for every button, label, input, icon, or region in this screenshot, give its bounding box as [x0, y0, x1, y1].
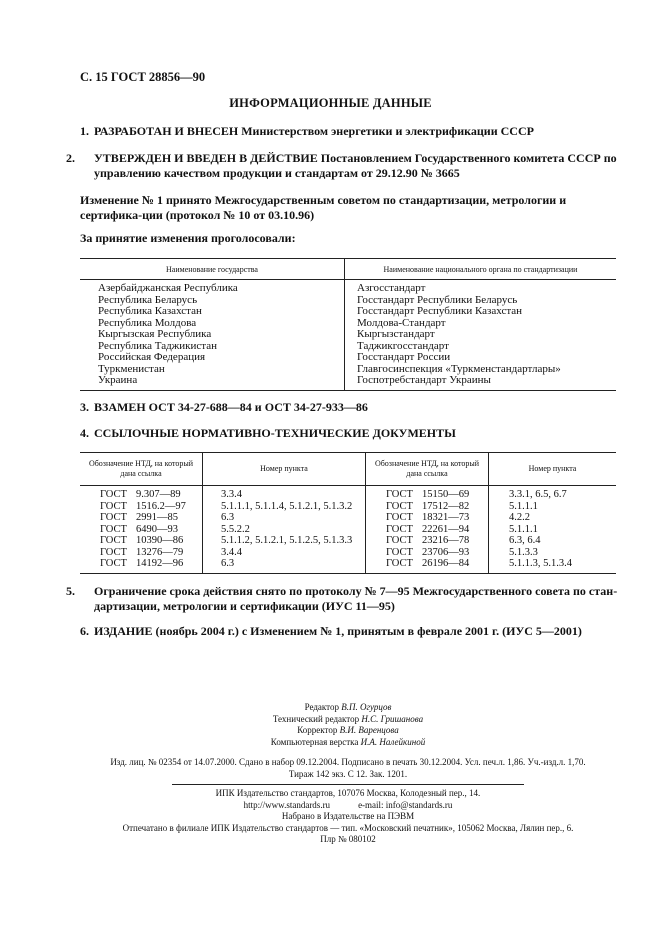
plr-line: Плр № 080102 [320, 834, 376, 844]
body-cell: Госстандарт Республики Казахстан [357, 305, 523, 317]
item-2 [66, 151, 630, 181]
clause-cell: 5.1.1.2, 5.1.2.1, 5.1.2.5, 5.1.3.3 [203, 535, 366, 547]
clause-cell: 6.3, 6.4 [509, 535, 541, 546]
doc-prefix: ГОСТ [100, 489, 127, 500]
table-row [80, 352, 616, 364]
credits-block [80, 702, 616, 748]
item-3-text: ВЗАМЕН ОСТ 34-27-688—84 и ОСТ 34-27-933—86 [94, 400, 368, 414]
doc-number: 6490—93 [136, 523, 178, 535]
credit-role: Технический редактор [272, 713, 360, 724]
license-block [80, 757, 616, 780]
doc-cell [366, 512, 489, 524]
item-1 [80, 124, 616, 139]
item-3-number: 3. [80, 400, 89, 414]
doc-cell [366, 535, 489, 547]
doc-number: 9.307—89 [136, 489, 181, 500]
voted-label: За принятие изменения проголосовали: [80, 231, 296, 245]
clause-cell: 6.3 [203, 558, 366, 573]
item-4 [80, 426, 616, 441]
country-cell: Российская Федерация [80, 352, 345, 364]
doc-cell [80, 524, 203, 536]
doc-prefix: ГОСТ [100, 546, 127, 558]
doc-prefix: ГОСТ [100, 512, 127, 523]
credit-tech-editor [80, 714, 616, 726]
refs-header-doc-left: Обозначение НТД, на который дана ссылка [80, 453, 203, 486]
states-header-body: Наименование национального органа по стандартизации [345, 259, 617, 280]
doc-prefix: ГОСТ [386, 489, 413, 500]
doc-prefix: ГОСТ [100, 523, 127, 535]
body-cell: Госстандарт Республики Беларусь [357, 293, 518, 306]
doc-number: 10390—86 [136, 535, 184, 546]
table-row [80, 364, 616, 376]
country-cell: Украина [80, 375, 345, 390]
clause-cell: 3.4.4 [203, 547, 366, 559]
doc-cell [366, 547, 489, 559]
doc-prefix: ГОСТ [386, 500, 413, 512]
email-link[interactable]: e-mail: info@standards.ru [358, 799, 453, 810]
doc-cell [366, 501, 489, 513]
page-header: С. 15 ГОСТ 28856—90 [80, 70, 206, 84]
body-cell: Главгосинспекция «Туркменстандартлары» [357, 362, 561, 375]
item-1-text: Министерством энергетики и электрификации СССР [238, 124, 534, 138]
doc-cell [366, 524, 489, 536]
refs-header-doc-right: Обозначение НТД, на который дана ссылка [366, 453, 489, 486]
item-6-number: 6. [80, 624, 89, 638]
clause-cell: 5.1.1.1 [509, 523, 538, 535]
doc-prefix: ГОСТ [100, 535, 127, 546]
print-run-line: Тираж 142 экз. С 12. Зак. 1201. [288, 768, 408, 779]
change-note: Изменение № 1 принято Межгосударственным советом по стандартизации, метрологии и сертифика-ции (протокол № 10 от 03.10.96) [80, 193, 567, 222]
doc-cell [80, 486, 203, 501]
doc-number: 18321—73 [422, 512, 470, 523]
table-row [80, 375, 616, 390]
credit-role: Корректор [297, 725, 338, 735]
doc-number: 23216—78 [422, 535, 470, 546]
credit-person: И.А. Налейкиной [360, 736, 426, 747]
item-5 [66, 584, 630, 614]
table-row [80, 280, 616, 295]
item-4-number: 4. [80, 426, 89, 440]
doc-cell [366, 486, 489, 501]
credit-editor [80, 702, 616, 714]
doc-prefix: ГОСТ [386, 523, 413, 535]
clause-cell: 6.3 [203, 512, 366, 524]
table-row [80, 486, 616, 501]
body-cell: Молдова-Стандарт [357, 316, 446, 329]
credit-role: Редактор [304, 702, 339, 712]
credit-layout [80, 737, 616, 749]
credit-person: В.И. Варенцова [339, 725, 399, 735]
item-5-number: 5. [66, 584, 75, 598]
doc-number: 13276—79 [136, 546, 184, 558]
section-title: ИНФОРМАЦИОННЫЕ ДАННЫЕ [229, 96, 432, 110]
country-cell: Кыргызская Республика [80, 329, 345, 341]
clause-cell: 5.1.1.1, 5.1.1.4, 5.1.2.1, 5.1.3.2 [203, 501, 366, 513]
body-cell: Госстандарт России [357, 351, 451, 363]
item-4-text: ССЫЛОЧНЫЕ НОРМАТИВНО-ТЕХНИЧЕСКИЕ ДОКУМЕНТЫ [94, 426, 456, 440]
doc-cell [80, 535, 203, 547]
table-row [80, 524, 616, 536]
doc-number: 17512—82 [422, 500, 470, 512]
table-row [80, 535, 616, 547]
credit-person: В.П. Огурцов [341, 702, 392, 712]
printed-line: Отпечатано в филиале ИПК Издательство стандартов — тип. «Московский печатник», 105062 Москва, Лялин пер., 6. [122, 822, 574, 833]
clause-cell: 3.3.1, 6.5, 6.7 [509, 489, 567, 500]
doc-number: 2991—85 [136, 512, 178, 523]
contact-line [80, 800, 616, 812]
refs-header-clause-right: Номер пункта [489, 453, 617, 486]
doc-prefix: ГОСТ [386, 546, 413, 558]
body-cell: Кыргызстандарт [357, 328, 435, 340]
table-row [80, 329, 616, 341]
doc-number: 26196—84 [422, 558, 470, 569]
website-link[interactable]: http://www.standards.ru [243, 799, 331, 810]
doc-cell [80, 512, 203, 524]
country-cell: Республика Таджикистан [80, 341, 345, 353]
table-row [80, 558, 616, 573]
publisher-line: ИПК Издательство стандартов, 107076 Москва, Колодезный пер., 14. [215, 788, 481, 798]
item-6 [80, 624, 616, 639]
item-2-number: 2. [66, 151, 75, 165]
clause-cell: 5.1.3.3 [509, 546, 538, 558]
doc-cell [80, 558, 203, 573]
item-3 [80, 400, 616, 415]
item-2-lead: УТВЕРЖДЕН И ВВЕДЕН В ДЕЙСТВИЕ [94, 151, 318, 165]
item-2-text: Постановлением Государственного комитета СССР по управлению качеством продукции и стандартам от 29.12.90 № 3665 [94, 151, 617, 180]
body-cell: Азгосстандарт [357, 282, 426, 294]
credit-role: Компьютерная верстка [270, 736, 359, 747]
doc-cell [366, 558, 489, 573]
states-table [80, 258, 616, 391]
country-cell: Республика Молдова [80, 318, 345, 330]
doc-prefix: ГОСТ [100, 558, 127, 569]
table-row [80, 547, 616, 559]
body-cell: Таджикгосстандарт [357, 339, 449, 352]
doc-prefix: ГОСТ [386, 512, 413, 523]
clause-cell: 4.2.2 [509, 512, 530, 523]
license-line: Изд. лиц. № 02354 от 14.07.2000. Сдано в набор 09.12.2004. Подписано в печать 30.12.2004. Усл. печ.л. 1,86. Уч.-изд.л. 1,70. [110, 757, 586, 767]
publisher-block [80, 788, 616, 846]
country-cell: Республика Казахстан [80, 306, 345, 318]
doc-number: 22261—94 [422, 523, 470, 535]
divider [172, 784, 524, 785]
doc-cell [80, 501, 203, 513]
doc-prefix: ГОСТ [386, 558, 413, 569]
doc-cell [80, 547, 203, 559]
item-1-number: 1. [80, 124, 89, 138]
country-cell: Туркменистан [80, 364, 345, 376]
doc-prefix: ГОСТ [386, 535, 413, 546]
credit-corrector [80, 725, 616, 737]
credit-person: Н.С. Гришанова [361, 713, 424, 724]
doc-number: 15150—69 [422, 489, 470, 500]
table-row [80, 501, 616, 513]
doc-number: 23706—93 [422, 546, 470, 558]
doc-number: 14192—96 [136, 558, 184, 569]
country-cell: Республика Беларусь [80, 295, 345, 307]
clause-cell: 5.5.2.2 [203, 524, 366, 536]
clause-cell: 5.1.1.3, 5.1.3.4 [489, 558, 617, 573]
item-6-text: ИЗДАНИЕ (ноябрь 2004 г.) с Изменением № 1, принятым в феврале 2001 г. (ИУС 5—2001) [94, 624, 582, 638]
refs-header-clause-left: Номер пункта [203, 453, 366, 486]
table-row [80, 512, 616, 524]
states-header-country: Наименование государства [80, 259, 345, 280]
table-row [80, 306, 616, 318]
country-cell: Азербайджанская Республика [80, 280, 345, 295]
body-cell: Госпотребстандарт Украины [345, 375, 617, 390]
item-1-lead: РАЗРАБОТАН И ВНЕСЕН [94, 124, 239, 138]
doc-prefix: ГОСТ [100, 500, 127, 512]
doc-number: 1516.2—97 [136, 500, 186, 512]
item-5-text: Ограничение срока действия снято по протоколу № 7—95 Межгосударственного совета по стан-дартизации, метрологии и сертификации (ИУС 11—95) [94, 584, 618, 613]
references-table [80, 452, 616, 574]
typeset-line: Набрано в Издательстве на ПЭВМ [281, 811, 415, 821]
clause-cell: 5.1.1.1 [509, 500, 538, 512]
clause-cell: 3.3.4 [203, 486, 366, 501]
